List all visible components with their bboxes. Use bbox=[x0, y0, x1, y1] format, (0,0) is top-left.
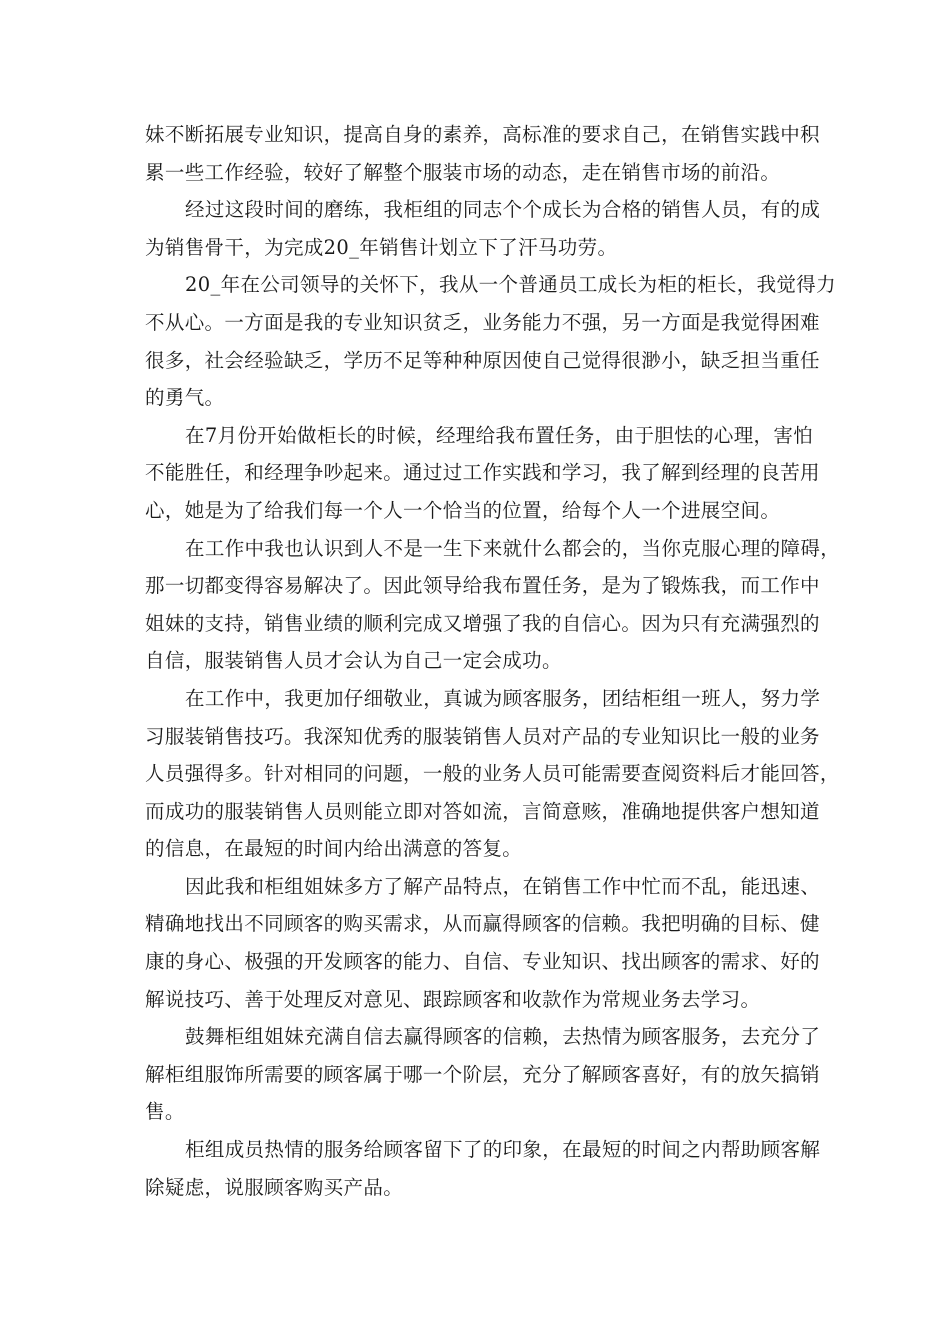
text-line: 妹不断拓展专业知识，提高自身的素养，高标准的要求自己，在销售实践中积 bbox=[145, 123, 820, 146]
text-line: 鼓舞柜组姐妹充满自信去赢得顾客的信赖，去热情为顾客服务，去充分了 bbox=[185, 1025, 821, 1049]
text-line: 在工作中我也认识到人不是一生下来就什么都会的，当你克服心理的障碍， bbox=[185, 536, 841, 560]
text-line: 的信息，在最短的时间内给出满意的答复。 bbox=[145, 837, 523, 861]
text-line: 很多，社会经验缺乏，学历不足等种种原因使自己觉得很渺小，缺乏担当重任 bbox=[145, 348, 820, 372]
text-line: 不从心。一方面是我的专业知识贫乏，业务能力不强，另一方面是我觉得困难 bbox=[145, 310, 820, 334]
text-line: 除疑虑，说服顾客购买产品。 bbox=[145, 1175, 404, 1199]
text-line: 那一切都变得容易解决了。因此领导给我布置任务，是为了锻炼我，而工作中 bbox=[145, 574, 820, 598]
text-line: 20_年在公司领导的关怀下，我从一个普通员工成长为柜的柜长，我觉得力 bbox=[185, 273, 836, 297]
text-line: 经过这段时间的磨练，我柜组的同志个个成长为合格的销售人员，有的成 bbox=[185, 198, 821, 222]
text-line: 人员强得多。针对相同的问题，一般的业务人员可能需要查阅资料后才能回答， bbox=[145, 762, 840, 786]
text-line: 康的身心、极强的开发顾客的能力、自信、专业知识、找出顾客的需求、好的 bbox=[145, 950, 820, 974]
text-line: 自信，服装销售人员才会认为自己一定会成功。 bbox=[145, 649, 562, 673]
text-line: 姐妹的支持，销售业绩的顺利完成又增强了我的自信心。因为只有充满强烈的 bbox=[145, 611, 820, 635]
text-line: 在7月份开始做柜长的时候，经理给我布置任务，由于胆怯的心理，害怕 bbox=[185, 423, 814, 447]
text-line: 而成功的服装销售人员则能立即对答如流，言简意赅，准确地提供客户想知道 bbox=[145, 799, 820, 823]
text-line: 的勇气。 bbox=[145, 386, 225, 410]
document-body bbox=[145, 116, 841, 1206]
text-line: 售。 bbox=[145, 1100, 185, 1124]
text-line: 精确地找出不同顾客的购买需求，从而赢得顾客的信赖。我把明确的目标、健 bbox=[145, 912, 820, 936]
text-line: 习服装销售技巧。我深知优秀的服装销售人员对产品的专业知识比一般的业务 bbox=[145, 724, 820, 748]
text-line: 在工作中，我更加仔细敬业，真诚为顾客服务，团结柜组一班人，努力学 bbox=[185, 686, 821, 710]
text-line: 解柜组服饰所需要的顾客属于哪一个阶层，充分了解顾客喜好，有的放矢搞销 bbox=[145, 1062, 820, 1086]
text-line: 因此我和柜组姐妹多方了解产品特点，在销售工作中忙而不乱，能迅速、 bbox=[185, 874, 821, 898]
text-line: 心，她是为了给我们每一个人一个恰当的位置，给每个人一个进展空间。 bbox=[145, 498, 781, 522]
text-line: 累一些工作经验，较好了解整个服装市场的动态，走在销售市场的前沿。 bbox=[145, 160, 781, 184]
text-line: 解说技巧、善于处理反对意见、跟踪顾客和收款作为常规业务去学习。 bbox=[145, 987, 761, 1011]
text-line: 不能胜任，和经理争吵起来。通过过工作实践和学习，我了解到经理的良苦用 bbox=[145, 461, 820, 485]
text-line: 柜组成员热情的服务给顾客留下了的印象，在最短的时间之内帮助顾客解 bbox=[185, 1138, 821, 1162]
text-line: 为销售骨干，为完成20_年销售计划立下了汗马功劳。 bbox=[145, 235, 618, 259]
